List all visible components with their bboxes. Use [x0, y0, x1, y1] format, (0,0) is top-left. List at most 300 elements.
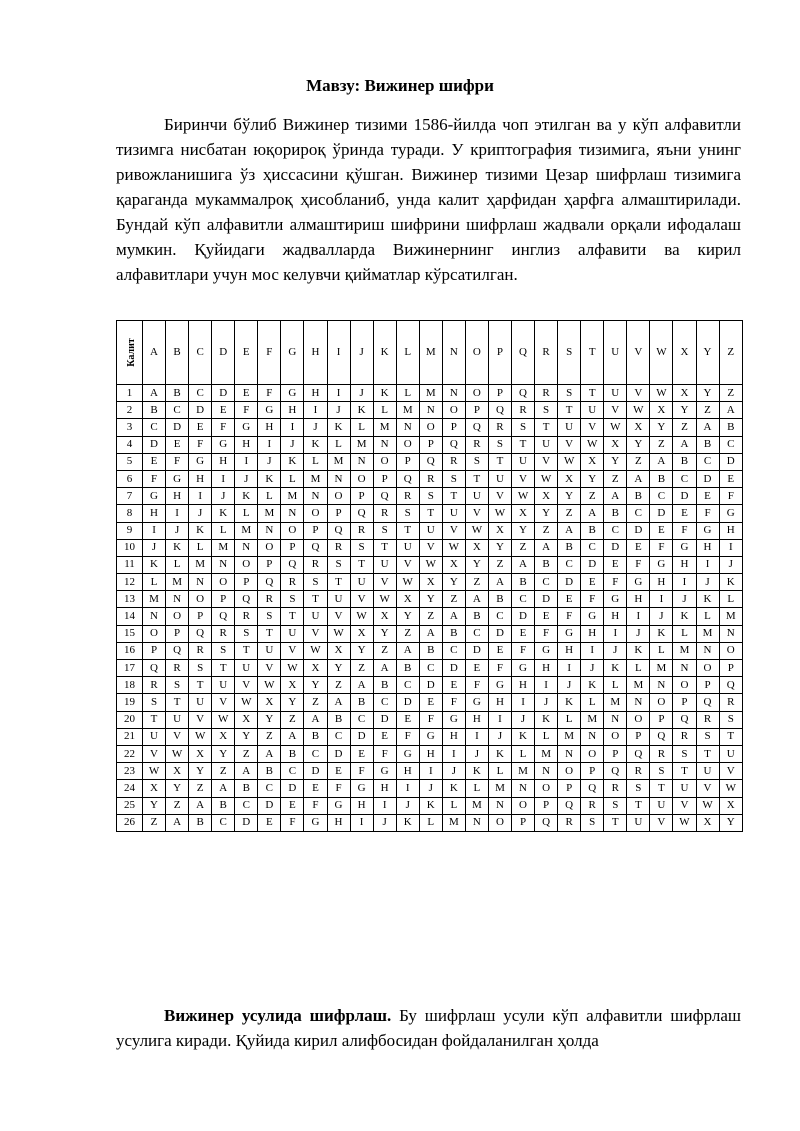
table-cell: W — [396, 574, 419, 591]
table-cell: T — [535, 419, 558, 436]
table-cell: T — [396, 522, 419, 539]
table-cell: M — [350, 436, 373, 453]
table-cell: T — [373, 539, 396, 556]
table-cell: V — [696, 780, 719, 797]
column-header: A — [143, 321, 166, 385]
table-cell: V — [304, 625, 327, 642]
intro-paragraph: Биринчи бўлиб Вижинер тизими 1586-йилда чоп этилган ва у кўп алфавитли тизимга нисбатан юқорироқ ўринда туради. У криптография тизимига, яъни унинг ривожланишига ўз ҳиссасини қўшган. Вижинер тизими Цезар шифрлаш тизимига қараганда мукаммалроқ ҳисобланиб, унда калит ҳарфидан ҳарфга алмаштирилади. Бундай кўп алфавитли алмаштириш шифрини шифрлаш жадвали орқали ифодалаш мумкин. Қуйидаги жадвалларда Вижинернинг инглиз алфавити ва кирил алфавитлари учун мос келувчи қийматлар кўрсатилган. — [116, 115, 741, 284]
table-cell: W — [465, 522, 488, 539]
table-cell: W — [673, 814, 696, 831]
table-cell: Q — [281, 556, 304, 573]
table-cell: D — [258, 797, 281, 814]
table-cell: J — [604, 642, 627, 659]
table-row — [117, 470, 743, 487]
table-cell: P — [166, 625, 189, 642]
column-header: P — [488, 321, 511, 385]
table-cell: Y — [235, 728, 258, 745]
table-cell: F — [650, 539, 673, 556]
table-cell: O — [465, 385, 488, 402]
table-cell: E — [212, 402, 235, 419]
table-cell: T — [558, 402, 581, 419]
table-cell: U — [696, 763, 719, 780]
table-cell: S — [189, 660, 212, 677]
table-cell: T — [488, 453, 511, 470]
table-cell: H — [189, 470, 212, 487]
table-cell: K — [627, 642, 650, 659]
table-cell: B — [166, 385, 189, 402]
table-cell: W — [235, 694, 258, 711]
table-cell: Y — [281, 694, 304, 711]
table-cell: X — [419, 574, 442, 591]
table-cell: E — [696, 488, 719, 505]
table-cell: O — [512, 797, 535, 814]
table-cell: L — [719, 591, 742, 608]
table-cell: Y — [212, 745, 235, 762]
table-cell: C — [673, 470, 696, 487]
table-cell: K — [327, 419, 350, 436]
table-cell: X — [166, 763, 189, 780]
column-header: N — [442, 321, 465, 385]
table-cell: K — [604, 660, 627, 677]
table-cell: Q — [558, 797, 581, 814]
table-cell: I — [350, 814, 373, 831]
table-cell: T — [350, 556, 373, 573]
table-cell: D — [650, 505, 673, 522]
table-cell: D — [512, 608, 535, 625]
table-cell: I — [258, 436, 281, 453]
table-cell: T — [512, 436, 535, 453]
table-cell: W — [258, 677, 281, 694]
table-cell: U — [189, 694, 212, 711]
table-cell: X — [212, 728, 235, 745]
table-cell: T — [189, 677, 212, 694]
table-cell: W — [189, 728, 212, 745]
table-cell: X — [673, 385, 696, 402]
table-cell: O — [143, 625, 166, 642]
table-cell: B — [650, 470, 673, 487]
row-key-cell: 4 — [117, 436, 143, 453]
table-cell: B — [189, 814, 212, 831]
table-cell: B — [581, 522, 604, 539]
row-key-cell: 1 — [117, 385, 143, 402]
table-cell: E — [650, 522, 673, 539]
table-cell: D — [143, 436, 166, 453]
table-cell: X — [512, 505, 535, 522]
table-cell: U — [512, 453, 535, 470]
table-cell: N — [581, 728, 604, 745]
column-header: E — [235, 321, 258, 385]
table-cell: S — [512, 419, 535, 436]
table-cell: X — [396, 591, 419, 608]
table-cell: N — [535, 763, 558, 780]
table-cell: J — [143, 539, 166, 556]
table-cell: M — [512, 763, 535, 780]
table-cell: M — [419, 385, 442, 402]
table-cell: G — [189, 453, 212, 470]
key-column-header — [117, 321, 143, 385]
table-cell: Z — [696, 402, 719, 419]
table-cell: R — [512, 402, 535, 419]
table-cell: M — [235, 522, 258, 539]
table-cell: Y — [189, 763, 212, 780]
table-cell: D — [719, 453, 742, 470]
table-cell: M — [442, 814, 465, 831]
table-cell: K — [350, 402, 373, 419]
table-cell: A — [627, 470, 650, 487]
column-header: Q — [512, 321, 535, 385]
table-cell: Z — [581, 488, 604, 505]
table-cell: G — [235, 419, 258, 436]
table-cell: G — [212, 436, 235, 453]
table-cell: R — [235, 608, 258, 625]
column-header: J — [350, 321, 373, 385]
table-cell: P — [327, 505, 350, 522]
table-cell: N — [304, 488, 327, 505]
table-cell: A — [212, 780, 235, 797]
table-cell: O — [419, 419, 442, 436]
table-cell: J — [673, 591, 696, 608]
table-cell: Z — [373, 642, 396, 659]
table-cell: S — [488, 436, 511, 453]
table-cell: Y — [327, 660, 350, 677]
table-cell: E — [281, 797, 304, 814]
table-cell: M — [465, 797, 488, 814]
table-cell: E — [488, 642, 511, 659]
table-row — [117, 436, 743, 453]
table-cell: Y — [350, 642, 373, 659]
table-cell: J — [719, 556, 742, 573]
table-cell: H — [512, 677, 535, 694]
table-cell: O — [304, 505, 327, 522]
table-cell: N — [627, 694, 650, 711]
table-cell: N — [558, 745, 581, 762]
table-cell: X — [258, 694, 281, 711]
table-cell: S — [465, 453, 488, 470]
table-cell: J — [535, 694, 558, 711]
column-header: V — [627, 321, 650, 385]
table-cell: M — [581, 711, 604, 728]
table-cell: A — [465, 591, 488, 608]
table-cell: Q — [350, 505, 373, 522]
table-cell: Q — [419, 453, 442, 470]
table-cell: V — [535, 453, 558, 470]
row-key-cell: 21 — [117, 728, 143, 745]
column-header: C — [189, 321, 212, 385]
table-cell: W — [719, 780, 742, 797]
table-cell: E — [350, 745, 373, 762]
table-cell: F — [696, 505, 719, 522]
table-row — [117, 660, 743, 677]
table-cell: U — [419, 522, 442, 539]
table-cell: B — [627, 488, 650, 505]
table-cell: T — [465, 470, 488, 487]
table-cell: Z — [212, 763, 235, 780]
table-cell: S — [281, 591, 304, 608]
table-cell: P — [673, 694, 696, 711]
table-cell: K — [212, 505, 235, 522]
table-cell: H — [581, 625, 604, 642]
table-cell: X — [558, 470, 581, 487]
table-cell: T — [304, 591, 327, 608]
table-cell: Y — [304, 677, 327, 694]
table-cell: G — [166, 470, 189, 487]
table-cell: A — [327, 694, 350, 711]
table-cell: Q — [512, 385, 535, 402]
table-cell: B — [212, 797, 235, 814]
table-cell: U — [258, 642, 281, 659]
table-cell: C — [627, 505, 650, 522]
table-cell: W — [373, 591, 396, 608]
table-cell: Y — [696, 385, 719, 402]
table-cell: Q — [235, 591, 258, 608]
table-cell: B — [281, 745, 304, 762]
table-cell: O — [235, 556, 258, 573]
table-cell: P — [396, 453, 419, 470]
table-cell: D — [166, 419, 189, 436]
table-cell: I — [512, 694, 535, 711]
table-cell: L — [696, 608, 719, 625]
table-cell: K — [650, 625, 673, 642]
table-cell: G — [604, 591, 627, 608]
table-cell: L — [465, 780, 488, 797]
table-cell: I — [558, 660, 581, 677]
table-cell: O — [604, 728, 627, 745]
table-cell: D — [235, 814, 258, 831]
table-cell: D — [696, 470, 719, 487]
table-cell: Y — [627, 436, 650, 453]
table-cell: A — [258, 745, 281, 762]
table-cell: C — [604, 522, 627, 539]
table-cell: D — [558, 574, 581, 591]
table-cell: L — [488, 763, 511, 780]
table-cell: V — [627, 385, 650, 402]
table-cell: U — [627, 814, 650, 831]
table-cell: I — [627, 608, 650, 625]
column-header: W — [650, 321, 673, 385]
table-cell: T — [419, 505, 442, 522]
table-cell: O — [650, 694, 673, 711]
table-cell: I — [650, 591, 673, 608]
table-cell: I — [604, 625, 627, 642]
table-cell: W — [604, 419, 627, 436]
table-cell: J — [581, 660, 604, 677]
table-cell: S — [535, 402, 558, 419]
table-cell: D — [281, 780, 304, 797]
table-cell: P — [719, 660, 742, 677]
table-cell: U — [281, 625, 304, 642]
table-cell: F — [143, 470, 166, 487]
table-cell: E — [719, 470, 742, 487]
table-cell: Y — [396, 608, 419, 625]
table-cell: A — [235, 763, 258, 780]
table-cell: J — [235, 470, 258, 487]
table-cell: R — [327, 539, 350, 556]
table-cell: O — [535, 780, 558, 797]
table-cell: A — [419, 625, 442, 642]
table-cell: W — [535, 470, 558, 487]
column-header: M — [419, 321, 442, 385]
column-header: R — [535, 321, 558, 385]
table-cell: C — [650, 488, 673, 505]
column-header: I — [327, 321, 350, 385]
table-cell: U — [465, 488, 488, 505]
table-cell: S — [350, 539, 373, 556]
table-cell: F — [558, 608, 581, 625]
table-cell: N — [143, 608, 166, 625]
table-cell: K — [419, 797, 442, 814]
table-cell: E — [396, 711, 419, 728]
row-key-cell: 10 — [117, 539, 143, 556]
table-cell: K — [673, 608, 696, 625]
table-cell: U — [604, 385, 627, 402]
table-cell: L — [166, 556, 189, 573]
table-cell: O — [673, 677, 696, 694]
table-cell: W — [304, 642, 327, 659]
table-cell: Z — [166, 797, 189, 814]
table-cell: X — [442, 556, 465, 573]
table-cell: O — [581, 745, 604, 762]
table-cell: V — [558, 436, 581, 453]
table-cell: V — [442, 522, 465, 539]
table-cell: V — [650, 814, 673, 831]
table-cell: L — [373, 402, 396, 419]
method-text: Бу шифрлаш усули кўп алфавитли шифрлаш усулига киради. Қуйида кирил алифбосидан фойдаланилган ҳолда — [116, 1006, 741, 1050]
table-cell: C — [166, 402, 189, 419]
table-cell: E — [604, 556, 627, 573]
table-cell: W — [558, 453, 581, 470]
table-cell: D — [627, 522, 650, 539]
table-cell: Z — [558, 505, 581, 522]
table-cell: Y — [442, 574, 465, 591]
table-cell: X — [281, 677, 304, 694]
table-cell: K — [396, 814, 419, 831]
table-cell: H — [235, 436, 258, 453]
table-cell: J — [419, 780, 442, 797]
table-cell: N — [281, 505, 304, 522]
table-cell: Z — [604, 470, 627, 487]
table-cell: P — [304, 522, 327, 539]
table-cell: V — [166, 728, 189, 745]
table-cell: H — [535, 660, 558, 677]
table-cell: Z — [535, 522, 558, 539]
table-cell: V — [419, 539, 442, 556]
table-cell: W — [327, 625, 350, 642]
table-cell: U — [373, 556, 396, 573]
table-cell: D — [488, 625, 511, 642]
table-cell: M — [281, 488, 304, 505]
table-cell: G — [304, 814, 327, 831]
table-cell: L — [512, 745, 535, 762]
table-cell: E — [535, 608, 558, 625]
table-cell: Z — [627, 453, 650, 470]
row-key-cell: 18 — [117, 677, 143, 694]
table-row — [117, 677, 743, 694]
table-cell: T — [719, 728, 742, 745]
table-cell: B — [350, 694, 373, 711]
table-cell: G — [719, 505, 742, 522]
table-cell: S — [650, 763, 673, 780]
table-cell: F — [488, 660, 511, 677]
table-cell: T — [166, 694, 189, 711]
column-header: G — [281, 321, 304, 385]
table-cell: Y — [258, 711, 281, 728]
table-cell: E — [258, 814, 281, 831]
table-cell: P — [419, 436, 442, 453]
table-cell: K — [189, 522, 212, 539]
table-cell: J — [304, 419, 327, 436]
table-cell: D — [327, 745, 350, 762]
table-cell: Q — [719, 677, 742, 694]
table-cell: F — [673, 522, 696, 539]
table-cell: N — [166, 591, 189, 608]
table-cell: Z — [304, 694, 327, 711]
table-cell: K — [512, 728, 535, 745]
table-row — [117, 642, 743, 659]
table-cell: Q — [189, 625, 212, 642]
table-cell: H — [396, 763, 419, 780]
table-cell: X — [719, 797, 742, 814]
table-cell: A — [442, 608, 465, 625]
table-cell: W — [581, 436, 604, 453]
table-row — [117, 625, 743, 642]
table-cell: P — [143, 642, 166, 659]
column-header: S — [558, 321, 581, 385]
table-cell: G — [350, 780, 373, 797]
table-cell: K — [373, 385, 396, 402]
table-cell: U — [673, 780, 696, 797]
table-cell: B — [512, 574, 535, 591]
table-cell: R — [189, 642, 212, 659]
table-cell: Q — [627, 745, 650, 762]
table-cell: V — [719, 763, 742, 780]
table-cell: F — [719, 488, 742, 505]
table-cell: O — [350, 470, 373, 487]
table-cell: C — [212, 814, 235, 831]
row-key-cell: 26 — [117, 814, 143, 831]
table-cell: B — [258, 763, 281, 780]
table-cell: E — [465, 660, 488, 677]
table-cell: B — [488, 591, 511, 608]
table-cell: K — [696, 591, 719, 608]
table-cell: Y — [719, 814, 742, 831]
table-cell: E — [581, 574, 604, 591]
table-cell: F — [212, 419, 235, 436]
table-cell: B — [465, 608, 488, 625]
table-cell: A — [535, 539, 558, 556]
table-cell: V — [327, 608, 350, 625]
table-cell: N — [327, 470, 350, 487]
table-cell: W — [650, 385, 673, 402]
table-cell: J — [627, 625, 650, 642]
table-cell: R — [143, 677, 166, 694]
table-cell: S — [673, 745, 696, 762]
table-cell: Y — [558, 488, 581, 505]
table-cell: L — [650, 642, 673, 659]
table-cell: L — [604, 677, 627, 694]
table-cell: B — [143, 402, 166, 419]
table-cell: I — [304, 402, 327, 419]
table-cell: H — [419, 745, 442, 762]
table-cell: Z — [350, 660, 373, 677]
table-cell: Z — [235, 745, 258, 762]
table-cell: J — [212, 488, 235, 505]
table-cell: C — [304, 745, 327, 762]
table-cell: B — [235, 780, 258, 797]
table-cell: O — [627, 711, 650, 728]
table-cell: Q — [373, 488, 396, 505]
table-cell: W — [488, 505, 511, 522]
table-cell: O — [696, 660, 719, 677]
